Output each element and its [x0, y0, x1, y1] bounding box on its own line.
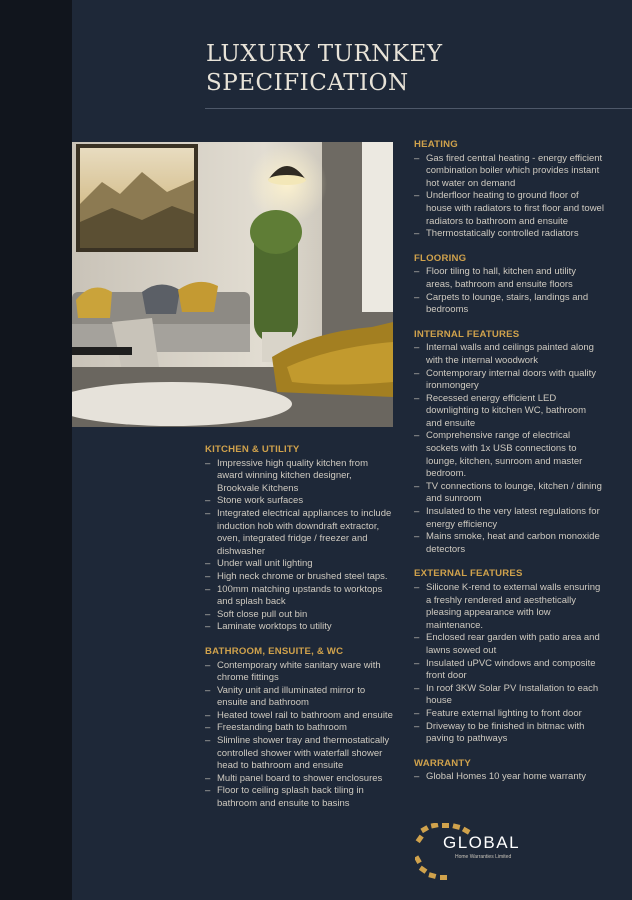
spec-item: – Floor to ceiling splash back tiling in bathroom and ensuite to basins — [205, 785, 395, 810]
section-heading: WARRANTY — [414, 757, 472, 769]
spec-item: – TV connections to lounge, kitchen / dining and sunroom — [414, 481, 604, 506]
title-line-1: LUXURY TURNKEY — [206, 41, 443, 67]
spec-item: – Underfloor heating to ground floor of house with radiators to first floor and towel radiators to bathroom and ensuite — [414, 190, 604, 228]
section-heading: KITCHEN & UTILITY — [205, 444, 300, 455]
spec-page — [72, 0, 632, 900]
section-internal-features — [414, 329, 604, 557]
spec-item: – Contemporary white sanitary ware with chrome fittings — [205, 660, 395, 685]
spec-item: – Soft close pull out bin — [205, 609, 395, 622]
section-kitchen-utility — [205, 444, 395, 634]
section-heading: HEATING — [414, 139, 458, 150]
spec-item: – Insulated uPVC windows and composite front door — [414, 658, 604, 683]
spec-item: – Multi panel board to shower enclosures — [205, 773, 395, 786]
spec-item: – Enclosed rear garden with patio area and lawns sowed out — [414, 632, 604, 657]
section-warranty — [414, 758, 604, 784]
spec-item: – Global Homes 10 year home warranty — [414, 771, 604, 784]
spec-item: – Insulated to the very latest regulations for energy efficiency — [414, 506, 604, 531]
left-column — [205, 444, 395, 823]
spec-item: – Comprehensive range of electrical sockets with 1x USB connections to lounge, kitchen, sunroom and master bedroom. — [414, 430, 604, 480]
spec-item: – Stone work surfaces — [205, 495, 395, 508]
section-external-features — [414, 568, 604, 745]
section-heading: INTERNAL FEATURES — [414, 328, 520, 340]
section-bathroom-ensuite-wc — [205, 646, 395, 811]
spec-item: – Thermostatically controlled radiators — [414, 228, 604, 241]
section-heading: BATHROOM, ENSUITE, & WC — [205, 645, 344, 657]
spec-item: – Impressive high quality kitchen from award winning kitchen designer, Brookvale Kitchens — [205, 458, 395, 496]
section-heating — [414, 139, 604, 241]
spec-item: – Slimline shower tray and thermostatically controlled shower with waterfall shower head to bathroom and ensuite — [205, 735, 395, 773]
title-divider — [205, 108, 632, 109]
spec-item: – Heated towel rail to bathroom and ensuite — [205, 710, 395, 723]
logo-tagline: Home Warranties Limited — [455, 854, 512, 860]
spec-item: – Gas fired central heating - energy efficient combination boiler which provides instant hot water on demand — [414, 153, 604, 191]
spec-item: – Laminate worktops to utility — [205, 621, 395, 634]
spec-item: – Carpets to lounge, stairs, landings and bedrooms — [414, 292, 604, 317]
logo-name: GLOBAL — [443, 833, 521, 852]
spec-item: – Contemporary internal doors with quality ironmongery — [414, 368, 604, 393]
spec-item: – Under wall unit lighting — [205, 558, 395, 571]
spec-item: – Feature external lighting to front door — [414, 708, 604, 721]
global-logo — [415, 823, 575, 885]
spec-item: – Silicone K-rend to external walls ensuring a freshly rendered and aesthetically pleasing appearance with low maintenance. — [414, 582, 604, 632]
left-dark-strip — [0, 0, 72, 900]
living-room-photo — [72, 142, 393, 427]
spec-item: – Vanity unit and illuminated mirror to ensuite and bathroom — [205, 685, 395, 710]
spec-item: – Integrated electrical appliances to include induction hob with downdraft extractor, oven, integrated fridge / freezer and dishwasher — [205, 508, 395, 558]
section-heading: FLOORING — [414, 252, 467, 264]
spec-item: – Floor tiling to hall, kitchen and utility areas, bathroom and ensuite floors — [414, 266, 604, 291]
spec-item: – Internal walls and ceilings painted along with the internal woodwork — [414, 342, 604, 367]
section-heading: EXTERNAL FEATURES — [414, 568, 523, 580]
spec-item: – Freestanding bath to bathroom — [205, 722, 395, 735]
spec-item: – Mains smoke, heat and carbon monoxide detectors — [414, 531, 604, 556]
spec-item: – Recessed energy efficient LED downlighting to kitchen WC, bathroom and ensuite — [414, 393, 604, 431]
spec-item: – In roof 3KW Solar PV Installation to each house — [414, 683, 604, 708]
spec-item: – High neck chrome or brushed steel taps. — [205, 571, 395, 584]
section-flooring — [414, 253, 604, 317]
title-line-2: SPECIFICATION — [206, 70, 409, 96]
page-title — [206, 40, 506, 98]
spec-item: – Driveway to be finished in bitmac with paving to pathways — [414, 721, 604, 746]
spec-item: – 100mm matching upstands to worktops and splash back — [205, 584, 395, 609]
right-column — [414, 139, 604, 796]
